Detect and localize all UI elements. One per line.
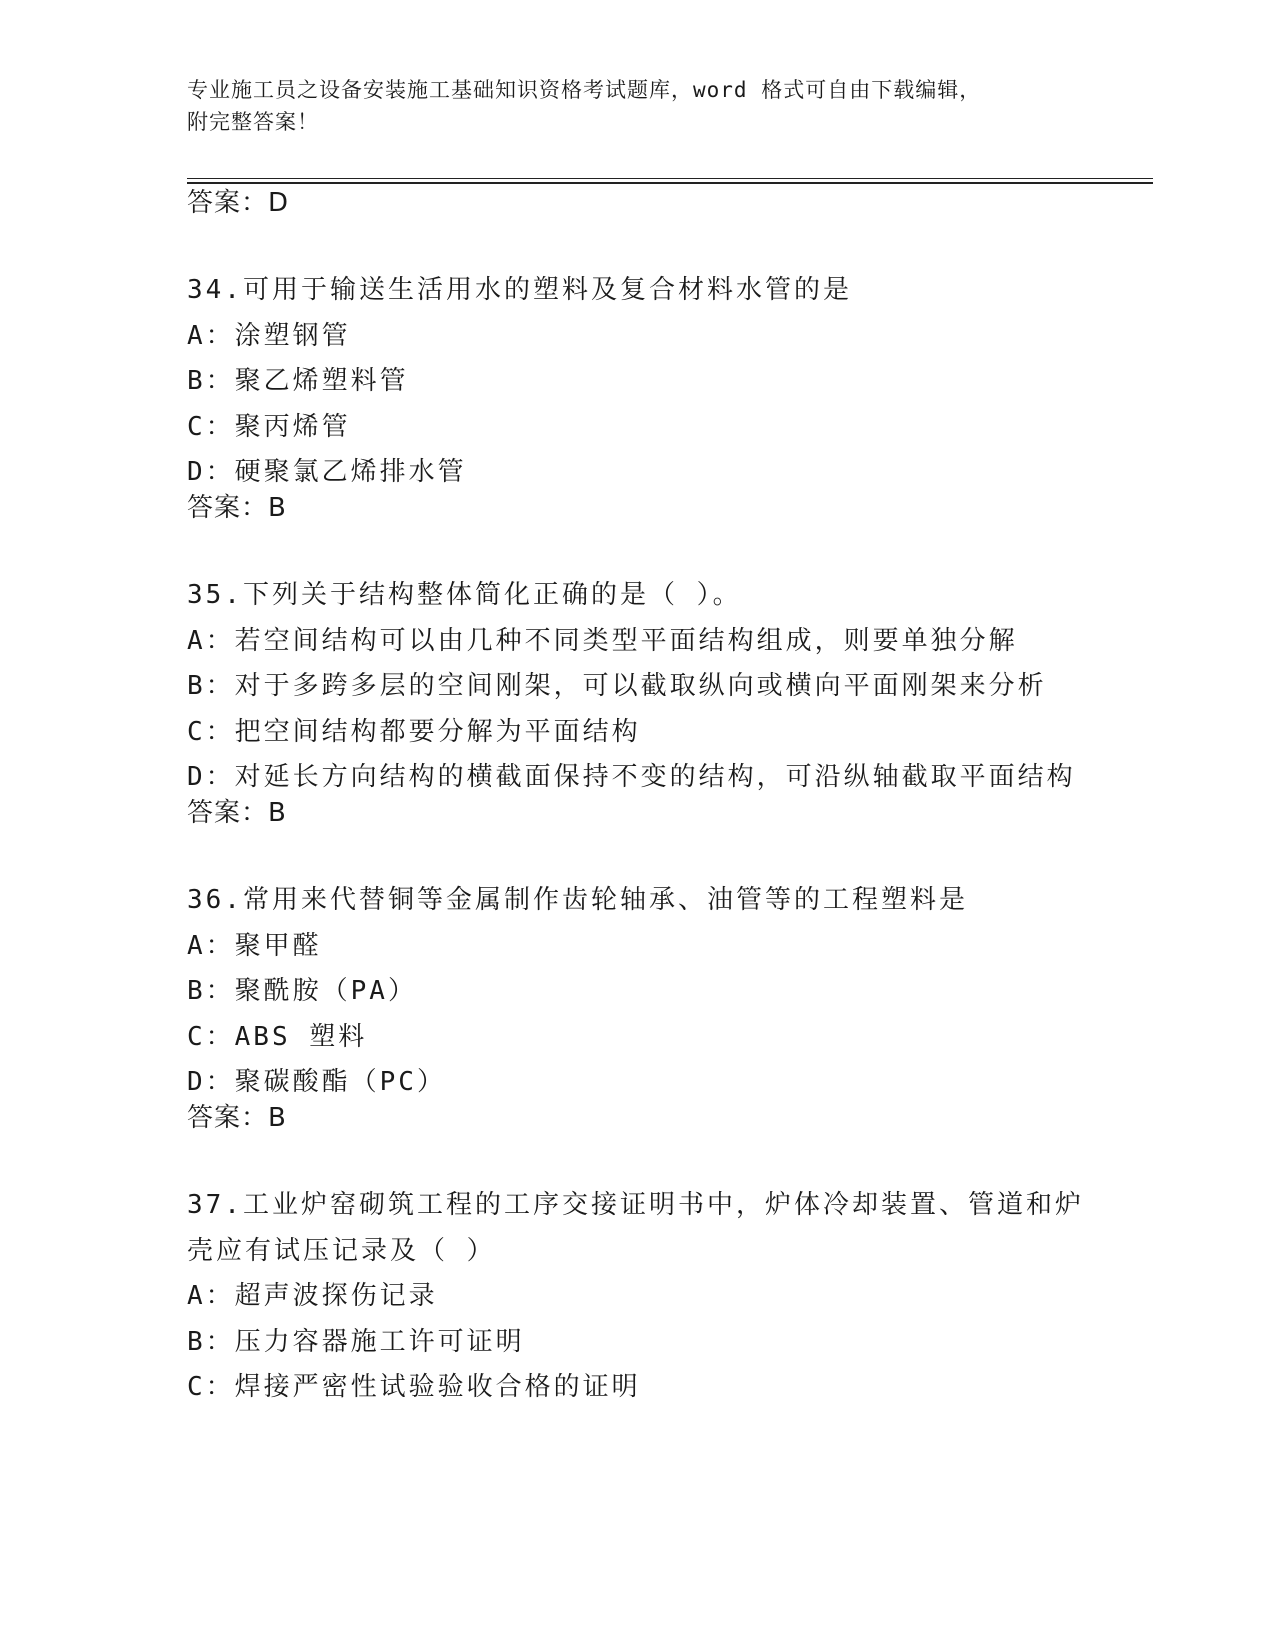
question-stem-line-1: 37.工业炉窑砌筑工程的工序交接证明书中，炉体冷却装置、管道和炉 [187, 1190, 1084, 1220]
document-header [187, 74, 1087, 138]
option-a: A：若空间结构可以由几种不同类型平面结构组成，则要单独分解 [187, 625, 1018, 656]
question-stem: 35.下列关于结构整体简化正确的是（ ）。 [187, 580, 742, 610]
header-divider-thin [187, 178, 1153, 179]
answer-35: 答案：B [187, 798, 287, 828]
option-a: A：涂塑钢管 [187, 320, 351, 351]
option-a: A：聚甲醛 [187, 930, 322, 961]
answer-34: 答案：B [187, 493, 287, 523]
option-d: D：聚碳酸酯（PC） [187, 1067, 446, 1097]
header-divider-thick [187, 182, 1153, 184]
option-c: C：聚丙烯管 [187, 411, 351, 442]
option-d: D：对延长方向结构的横截面保持不变的结构，可沿纵轴截取平面结构 [187, 762, 1076, 792]
option-b: B：聚乙烯塑料管 [187, 366, 409, 396]
header-line-1: 专业施工员之设备安装施工基础知识资格考试题库，word 格式可自由下载编辑， [187, 78, 982, 102]
option-b: B：聚酰胺（PA） [187, 976, 417, 1006]
question-stem-line-2: 壳应有试压记录及（ ） [187, 1235, 496, 1266]
question-36 [187, 878, 1087, 1106]
option-b: B：压力容器施工许可证明 [187, 1326, 525, 1357]
answer-36: 答案：B [187, 1103, 287, 1133]
question-37 [187, 1183, 1087, 1411]
option-d: D：硬聚氯乙烯排水管 [187, 457, 467, 487]
question-stem: 36.常用来代替铜等金属制作齿轮轴承、油管等的工程塑料是 [187, 885, 968, 915]
question-34 [187, 268, 1087, 496]
option-c: C：ABS 塑料 [187, 1021, 368, 1052]
header-line-2: 附完整答案！ [187, 110, 319, 134]
option-c: C：把空间结构都要分解为平面结构 [187, 716, 641, 747]
option-c: C：焊接严密性试验验收合格的证明 [187, 1372, 641, 1402]
question-stem: 34.可用于输送生活用水的塑料及复合材料水管的是 [187, 275, 852, 305]
previous-answer: 答案：D [187, 188, 290, 218]
option-a: A：超声波探伤记录 [187, 1281, 438, 1311]
question-35 [187, 573, 1087, 801]
option-b: B：对于多跨多层的空间刚架，可以截取纵向或横向平面刚架来分析 [187, 671, 1047, 701]
